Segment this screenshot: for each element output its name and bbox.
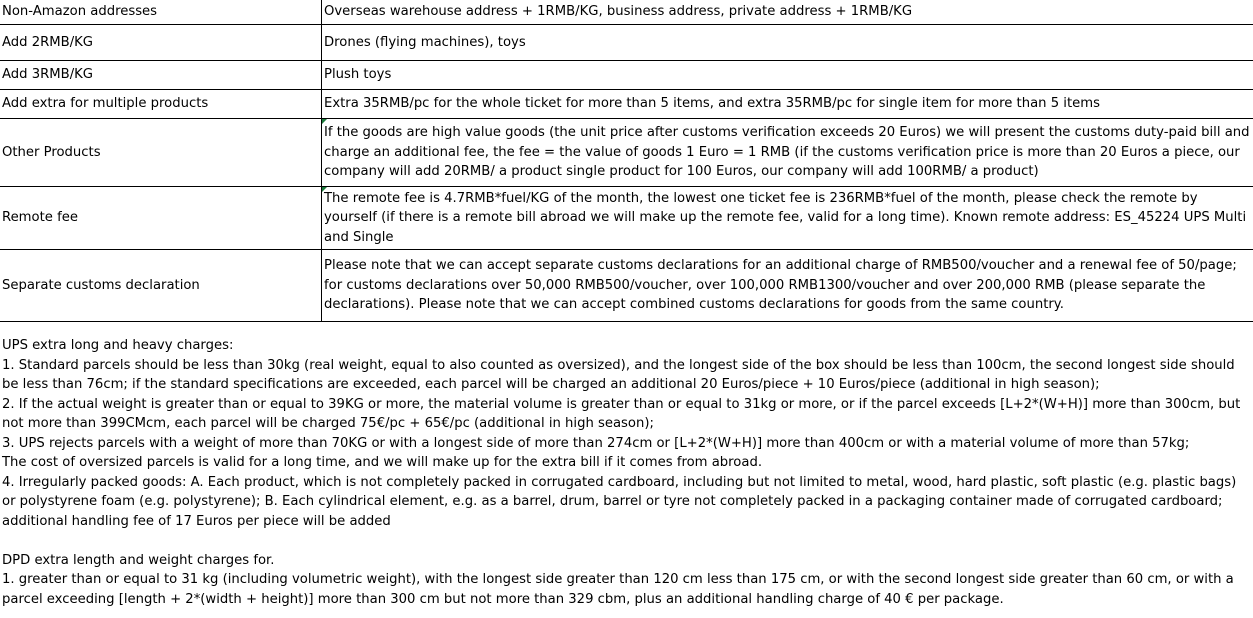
row-value[interactable]: Drones (flying machines), toys [324,34,526,50]
table-row [0,25,1253,61]
row-label[interactable]: Add extra for multiple products [2,96,209,112]
comment-indicator-icon [322,187,327,192]
dpd-item[interactable]: 1. greater than or equal to 31 kg (including volumetric weight), with the longest side greater than 120 cm less than 175 cm, or with the second longest side greater than 60 cm, or with a parcel exceeding [length + 2*(width + height)] more than 300 cm but not more than 329 cbm, plus an additional handling charge of 40 € per package. [2,572,1234,607]
dpd-title[interactable]: DPD extra length and weight charges for. [2,552,275,568]
table-row [0,250,1253,322]
notes-section [2,336,1251,609]
row-label[interactable]: Remote fee [2,210,78,226]
ups-item[interactable]: 4. Irregularly packed goods: A. Each product, which is not completely packed in corrugated cardboard, including but not limited to metal, wood, hard plastic, soft plastic (e.g. plastic bags) or polystyrene foam (e.g. polystyrene); B. Each cylindrical element, e.g. as a barrel, drum, barrel or tyre not completely packed in a packaging container made of corrugated cardboard; additional handling fee of 17 Euros per piece will be added [2,474,1237,529]
comment-indicator-icon [322,119,327,124]
ups-title[interactable]: UPS extra long and heavy charges: [2,338,234,353]
table-row [0,90,1253,119]
row-label[interactable]: Non-Amazon addresses [2,4,158,20]
row-label[interactable]: Other Products [2,144,101,160]
row-label[interactable]: Add 2RMB/KG [2,34,94,50]
ups-item[interactable]: 3. UPS rejects parcels with a weight of more than 70KG or with a longest side of more than 274cm or [L+2*(W+H)] more than 400cm or with a material volume of more than 57kg; [2,435,1190,451]
table-row [0,61,1253,90]
table-row [0,119,1253,187]
row-value[interactable]: The remote fee is 4.7RMB*fuel/KG of the month, the lowest one ticket fee is 236RMB*fuel of the month, please check the remote by yourself (if there is a remote bill abroad we will make up the remote fee, valid for a long time). Known remote address: ES_45224 UPS Multi and Single [324,190,1247,245]
row-label[interactable]: Add 3RMB/KG [2,67,94,83]
row-value[interactable]: Extra 35RMB/pc for the whole ticket for more than 5 items, and extra 35RMB/pc for single item for more than 5 items [324,96,1100,112]
ups-item[interactable]: The cost of oversized parcels is valid for a long time, and we will make up for the extra bill if it comes from abroad. [2,455,763,470]
ups-item[interactable]: 2. If the actual weight is greater than or equal to 39KG or more, the material volume is greater than or equal to 31kg or more, or if the parcel exceeds [L+2*(W+H)] more than 300cm, but not more than 399CMcm, each parcel will be charged 75€/pc + 65€/pc (additional in high season); [2,396,1241,431]
column-divider [321,0,322,321]
row-value[interactable]: If the goods are high value goods (the unit price after customs verification exceeds 20 Euros) we will present the customs duty-paid bill and charge an additional fee, the fee = the value of goods 1 Euro = 1 RMB (if the customs verification price is more than 20 Euros a piece, our company will add 20RMB/ a product single product for 100 Euros, our company will add 100RMB/ a product) [324,125,1250,180]
row-value[interactable]: Please note that we can accept separate customs declarations for an additional charge of RMB500/voucher and a renewal fee of 50/page; for customs declarations over 50,000 RMB500/voucher, over 100,000 RMB1300/voucher and over 200,000 RMB (please separate the declarations). Please note that we can accept combined customs declarations for goods from the same country. [324,258,1237,313]
table-row [0,0,1253,25]
row-value[interactable]: Plush toys [324,67,392,83]
blank-row [2,531,1251,551]
ups-item[interactable]: 1. Standard parcels should be less than 30kg (real weight, equal to also counted as oversized), and the longest side of the box should be less than 100cm, the second longest side should be less than 76cm; if the standard specifications are exceeded, each parcel will be charged an additional 20 Euros/piece + 10 Euros/piece (additional in high season); [2,357,1235,392]
row-value[interactable]: Overseas warehouse address + 1RMB/KG, business address, private address + 1RMB/KG [324,4,913,20]
table-row [0,187,1253,250]
row-label[interactable]: Separate customs declaration [2,277,200,293]
